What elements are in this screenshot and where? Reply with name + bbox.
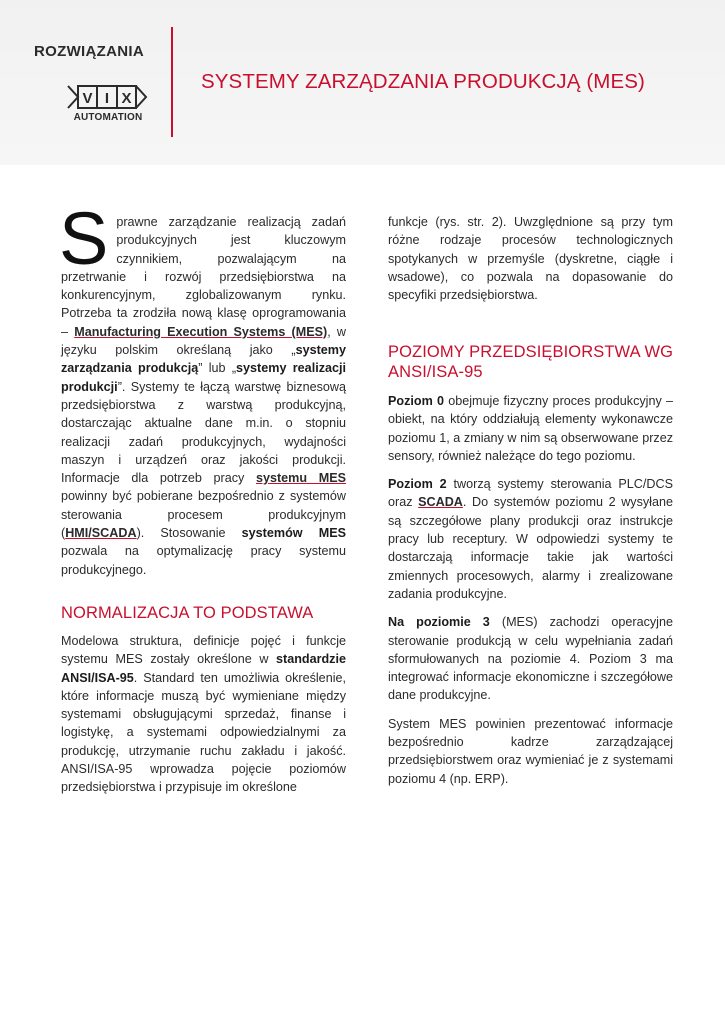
logo-subtitle: AUTOMATION bbox=[73, 112, 143, 123]
logo-right-chevron bbox=[136, 86, 146, 108]
logo-letter-v: V bbox=[82, 90, 93, 107]
level-text: (MES) zachodzi operacyjne sterowanie produkcją w celu wypełniania zadań sformułowanych na poziomie 4. Poziom 3 ma integrować informacje ekonomiczne i szczegółowe dane produkcyjne. bbox=[388, 615, 673, 703]
intro-column bbox=[59, 197, 347, 589]
level-3-paragraph bbox=[388, 613, 673, 704]
page-header bbox=[0, 0, 725, 165]
drop-cap: S bbox=[59, 197, 109, 280]
level-3-label: Na poziomie 3 bbox=[388, 615, 490, 630]
mes-link[interactable]: Manufacturing Execution Systems (MES) bbox=[74, 324, 328, 339]
intro-bold: systemy zarządzania produkcją bbox=[61, 343, 346, 376]
intro-bold: systemy realizacji produkcji bbox=[61, 361, 346, 394]
intro-text: prawne zarządzanie realizacją zadań produkcyjnych jest kluczowym czynnikiem, pozwalającym na przetrwanie i rozwój przedsiębiorstwa na konkurencyjnym, zglobalizowanym rynku. Potrzeba ta zrodziła nową klasę oprogramowania – bbox=[61, 215, 346, 339]
normalization-heading: NORMALIZACJA TO PODSTAWA bbox=[61, 604, 314, 622]
normalization-column bbox=[61, 632, 346, 807]
levels-column bbox=[388, 392, 673, 798]
level-2-label: Poziom 2 bbox=[388, 477, 447, 492]
logo-letter-x: X bbox=[121, 90, 132, 107]
logo-letter-i: I bbox=[104, 90, 110, 107]
level-0-label: Poziom 0 bbox=[388, 394, 445, 408]
level-text: tworzą systemy sterowania PLC/DCS oraz bbox=[388, 477, 673, 510]
intro-bold: systemów MES bbox=[241, 526, 346, 541]
continuation-paragraph: funkcje (rys. str. 2). Uwzględnione są przy tym różne rodzaje procesów technologicznych spotykanych w przemyśle (dyskretne, ciągłe i wsadowe), co pozwala na dopasowanie do specyfiki przedsiębiorstwa. bbox=[388, 215, 673, 303]
normalization-paragraph bbox=[61, 632, 346, 797]
system-mes-link[interactable]: systemu MES bbox=[255, 471, 346, 486]
intro-text: ”. Systemy te łączą warstwę biznesową przedsiębiorstwa z warstwą produkcyjną, dostarczając aktualne dane m.in. o stopniu realizacji zadań produkcyjnych, wydajności maszyn i urządzeń oraz jakości produkcji. Informacje dla potrzeb pracy bbox=[61, 379, 346, 486]
level-0-paragraph bbox=[388, 392, 673, 465]
norm-text: . Standard ten umożliwia określenie, które informacje muszą być wymieniane między systemami obsługującymi sprzedaż, finanse i logistykę, a systemami odpowiedzialnymi za produkcję, utrzymanie ruchu zakładu i jakość. ANSI/ISA-95 wprowadza pojęcie poziomów przedsiębiorstwa i przypisuje im określone bbox=[61, 670, 346, 795]
scada-link[interactable]: SCADA bbox=[418, 495, 463, 510]
norm-text: Modelowa struktura, definicje pojęć i funkcje systemu MES zostały określone w bbox=[61, 634, 346, 667]
intro-text: ). Stosowanie bbox=[136, 526, 242, 541]
intro-paragraph bbox=[59, 197, 347, 579]
hmi-scada-link[interactable]: HMI/SCADA bbox=[65, 526, 137, 541]
header-divider bbox=[171, 27, 173, 137]
level-4-paragraph: System MES powinien prezentować informacje bezpośrednio kadrze zarządzającej przedsiębiorstwem oraz wymieniać je z systemami poziomu 4 (np. ERP). bbox=[388, 716, 673, 786]
level-text: . Do systemów poziomu 2 wysyłane są szczegółowe plany produkcji oraz instrukcje pracy lub receptury. W odpowiedzi systemy te dostarczają informacje takie jak wartości zmiennych procesowych, alarmy i zrealizowane zadania produkcyjne. bbox=[388, 495, 673, 601]
intro-text: pozwala na optymalizację pracy systemu produkcyjnego. bbox=[61, 544, 346, 577]
intro-text: powinny być pobierane bezpośrednio z systemów sterowania procesem produkcyjnym ( bbox=[61, 489, 346, 541]
levels-heading: POZIOMY PRZEDSIĘBIORSTWA WG ANSI/ISA-95 bbox=[388, 343, 674, 381]
continuation-column bbox=[388, 213, 673, 314]
logo-left-chevron bbox=[68, 86, 78, 108]
level-text: obejmuje fizyczny proces produkcyjny – obiekt, na który oddziałują elementy wykonawcze poziomu 1, a zmiany w nim są obserwowane przez sensory, również należące do tego poziomu. bbox=[388, 394, 673, 463]
section-label: ROZWIĄZANIA bbox=[34, 43, 144, 60]
intro-text: , w języku polskim określaną jako „ bbox=[61, 324, 347, 358]
page-title: SYSTEMY ZARZĄDZANIA PRODUKCJĄ (MES) bbox=[201, 70, 645, 93]
intro-text: ” lub „ bbox=[198, 361, 237, 376]
norm-bold: standardzie ANSI/ISA-95 bbox=[61, 652, 346, 685]
level-2-paragraph bbox=[388, 475, 673, 603]
